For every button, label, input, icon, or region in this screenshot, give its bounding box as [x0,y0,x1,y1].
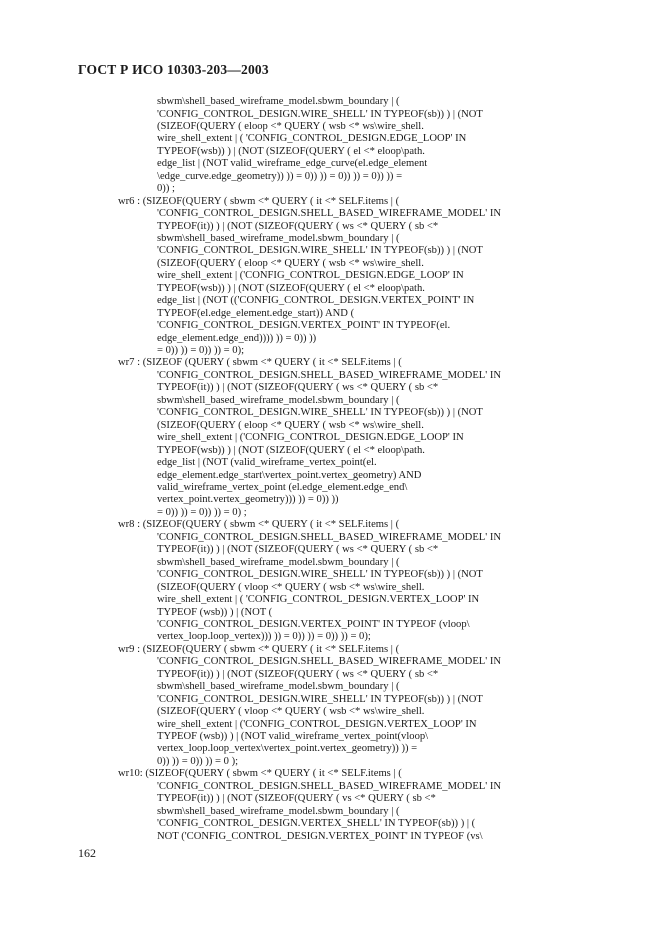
code-line: edge_list | (NOT (('CONFIG_CONTROL_DESIGN.VERTEX_POINT' IN [157,295,475,307]
code-line: wr6 : (SIZEOF(QUERY ( sbwm <* QUERY ( it <* SELF.items | ( [118,195,400,207]
code-line: (SIZEOF(QUERY ( eloop <* QUERY ( wsb <* ws\wire_shell. [157,120,424,132]
code-line: 'CONFIG_CONTROL_DESIGN.WIRE_SHELL' IN TYPEOF(sb)) ) | (NOT [157,407,483,419]
code-line: wr7 : (SIZEOF (QUERY ( sbwm <* QUERY ( it <* SELF.items | ( [118,357,402,369]
code-line: wire_shell_extent | ('CONFIG_CONTROL_DESIGN.EDGE_LOOP' IN [157,270,464,282]
code-line: TYPEOF(it)) ) | (NOT (SIZEOF(QUERY ( vs <* QUERY ( sb <* [157,793,436,805]
code-line: = 0)) )) = 0)) )) = 0) ; [157,506,247,518]
code-line: vertex_loop.loop_vertex\vertex_point.vertex_geometry)) )) = [157,743,418,755]
code-line: (SIZEOF(QUERY ( eloop <* QUERY ( wsb <* ws\wire_shell. [157,419,424,431]
code-line: vertex_loop.loop_vertex))) )) = 0)) )) = 0)) )) = 0); [157,631,371,643]
code-line: 'CONFIG_CONTROL_DESIGN.WIRE_SHELL' IN TYPEOF(sb)) ) | (NOT [157,245,483,257]
code-line: edge_list | (NOT valid_wireframe_edge_curve(el.edge_element [157,158,428,170]
code-line: sbwm\shell_based_wireframe_model.sbwm_boundary | ( [157,394,400,406]
code-line: = 0)) )) = 0)) )) = 0); [157,345,245,356]
code-line: TYPEOF(it)) ) | (NOT (SIZEOF(QUERY ( ws <* QUERY ( sb <* [157,544,439,556]
code-line: wr8 : (SIZEOF(QUERY ( sbwm <* QUERY ( it <* SELF.items | ( [118,519,400,531]
code-line: 0)) )) = 0)) )) = 0 ); [157,755,239,767]
code-line: \edge_curve.edge_geometry)) )) = 0)) )) = 0)) )) = 0)) )) = [157,170,403,182]
code-line: (SIZEOF(QUERY ( vloop <* QUERY ( wsb <* ws\wire_shell. [157,581,425,593]
code-line: sbwm\shell_based_wireframe_model.sbwm_boundary | ( [157,805,400,817]
code-line: wire_shell_extent | ( 'CONFIG_CONTROL_DESIGN.VERTEX_LOOP' IN [157,594,480,605]
page-number: 162 [78,846,96,860]
code-line: 'CONFIG_CONTROL_DESIGN.SHELL_BASED_WIREFRAME_MODEL' IN [157,531,501,543]
code-line: sbwm\shell_based_wireframe_model.sbwm_boundary | ( [157,232,400,244]
code-line: 'CONFIG_CONTROL_DESIGN.SHELL_BASED_WIREFRAME_MODEL' IN [157,656,501,668]
code-line: TYPEOF (wsb)) ) | (NOT ( [157,606,273,618]
code-line: 'CONFIG_CONTROL_DESIGN.SHELL_BASED_WIREFRAME_MODEL' IN [157,208,501,220]
code-line: TYPEOF(it)) ) | (NOT (SIZEOF(QUERY ( ws <* QUERY ( sb <* [157,668,439,680]
code-line: 'CONFIG_CONTROL_DESIGN.VERTEX_SHELL' IN TYPEOF(sb)) ) | ( [157,818,476,830]
code-line: NOT ('CONFIG_CONTROL_DESIGN.VERTEX_POINT' IN TYPEOF (vs\ [157,830,483,842]
code-line: 'CONFIG_CONTROL_DESIGN.SHELL_BASED_WIREFRAME_MODEL' IN [157,780,501,792]
code-line: edge_list | (NOT (valid_wireframe_vertex_point(el. [157,457,377,468]
code-line: wire_shell_extent | ( 'CONFIG_CONTROL_DESIGN.EDGE_LOOP' IN [157,133,467,145]
code-line: wire_shell_extent | ('CONFIG_CONTROL_DESIGN.EDGE_LOOP' IN [157,432,464,444]
code-line: TYPEOF(wsb)) ) | (NOT (SIZEOF(QUERY ( el <* eloop\path. [157,282,425,294]
page-header: ГОСТ Р ИСО 10303-203—2003 [78,62,269,77]
code-line: TYPEOF(wsb)) ) | (NOT (SIZEOF(QUERY ( el <* eloop\path. [157,145,425,157]
code-line: 'CONFIG_CONTROL_DESIGN.VERTEX_POINT' IN TYPEOF (vloop\ [157,618,470,630]
code-line: TYPEOF(wsb)) ) | (NOT (SIZEOF(QUERY ( el <* eloop\path. [157,444,425,456]
code-line: vertex_point.vertex_geometry))) )) = 0)) )) [157,494,339,506]
code-line: TYPEOF (wsb)) ) | (NOT valid_wireframe_vertex_point(vloop\ [157,730,429,742]
code-line: 'CONFIG_CONTROL_DESIGN.WIRE_SHELL' IN TYPEOF(sb)) ) | (NOT [157,569,483,581]
code-line: 'CONFIG_CONTROL_DESIGN.SHELL_BASED_WIREFRAME_MODEL' IN [157,369,501,381]
code-line: TYPEOF(el.edge_element.edge_start)) AND ( [157,307,355,319]
code-line: (SIZEOF(QUERY ( vloop <* QUERY ( wsb <* ws\wire_shell. [157,706,425,717]
code-line: TYPEOF(it)) ) | (NOT (SIZEOF(QUERY ( ws <* QUERY ( sb <* [157,382,439,394]
code-line: wr9 : (SIZEOF(QUERY ( sbwm <* QUERY ( it <* SELF.items | ( [118,643,400,655]
code-line: 'CONFIG_CONTROL_DESIGN.WIRE_SHELL' IN TYPEOF(sb)) ) | (NOT [157,693,483,705]
code-line: TYPEOF(it)) ) | (NOT (SIZEOF(QUERY ( ws <* QUERY ( sb <* [157,220,439,232]
code-line: sbwm\shell_based_wireframe_model.sbwm_boundary | ( [157,556,400,568]
code-line: edge_element.edge_start\vertex_point.vertex_geometry) AND [157,469,422,481]
code-line: edge_element.edge_end)))) )) = 0)) )) [157,332,317,344]
code-line: valid_wireframe_vertex_point (el.edge_element.edge_end\ [157,481,408,493]
code-line: wire_shell_extent | ('CONFIG_CONTROL_DESIGN.VERTEX_LOOP' IN [157,718,477,730]
code-line: 0)) ; [157,183,175,195]
code-line: 'CONFIG_CONTROL_DESIGN.VERTEX_POINT' IN TYPEOF(el. [157,320,451,332]
code-line: sbwm\shell_based_wireframe_model.sbwm_boundary | ( [157,96,400,107]
code-line: sbwm\shell_based_wireframe_model.sbwm_boundary | ( [157,681,400,693]
code-line: wr10: (SIZEOF(QUERY ( sbwm <* QUERY ( it <* SELF.items | ( [118,768,402,780]
code-line: (SIZEOF(QUERY ( eloop <* QUERY ( wsb <* ws\wire_shell. [157,257,424,269]
code-line: 'CONFIG_CONTROL_DESIGN.WIRE_SHELL' IN TYPEOF(sb)) ) | (NOT [157,108,483,120]
